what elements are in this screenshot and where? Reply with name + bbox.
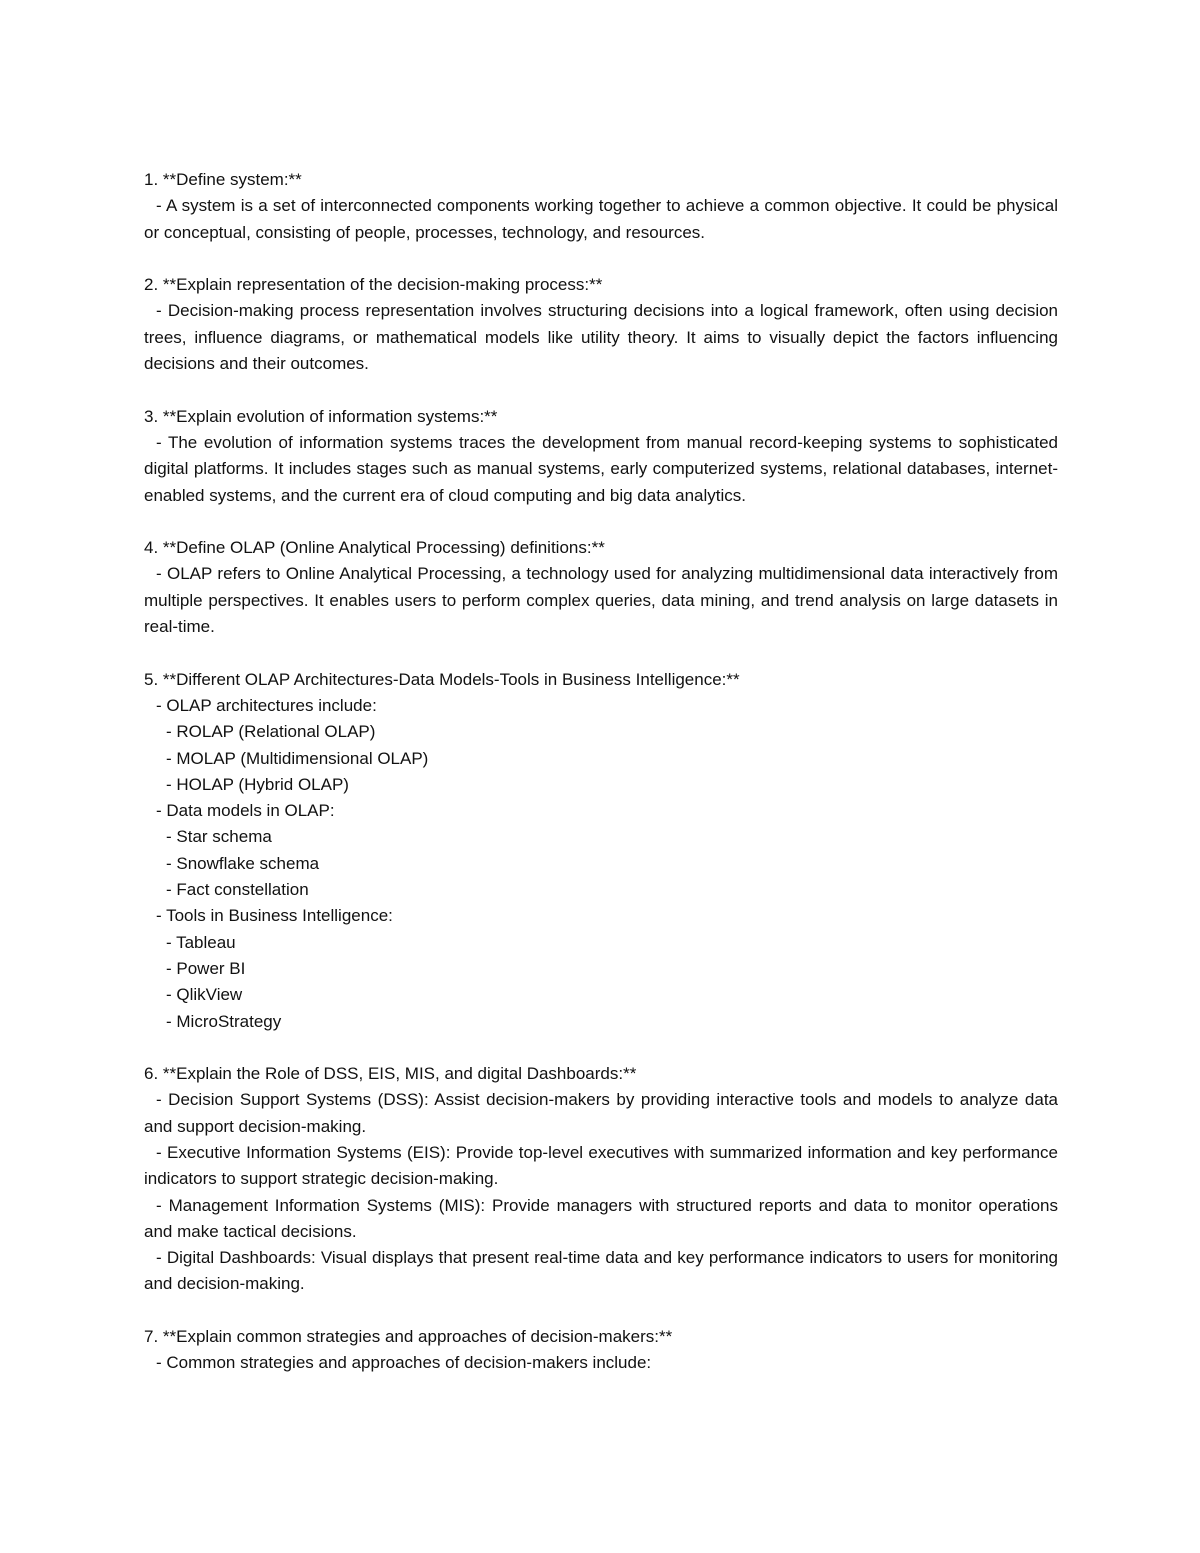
answer-paragraph: - The evolution of information systems traces the development from manual record-keeping systems to sophisticated digital platforms. It includes stages such as manual systems, early computerized systems, relational databases, internet-enabled systems, and the current era of cloud computing and big data analytics. [144,432,1058,505]
list-heading: - Tools in Business Intelligence: [156,906,393,926]
section-2 [144,272,1058,377]
section-5 [144,667,1058,1035]
list-item: - Power BI [166,958,246,978]
list-item: - MOLAP (Multidimensional OLAP) [166,748,429,768]
answer-paragraph: - A system is a set of interconnected components working together to achieve a common objective. It could be physical or conceptual, consisting of people, processes, technology, and resources. [144,196,1058,242]
question-heading: 7. **Explain common strategies and approaches of decision-makers:** [144,1327,673,1347]
document-body [144,167,1058,1403]
list-heading: - OLAP architectures include: [156,695,377,715]
answer-paragraph: - Digital Dashboards: Visual displays that present real-time data and key performance indicators to users for monitoring and decision-making. [144,1248,1058,1294]
answer-paragraph: - Executive Information Systems (EIS): Provide top-level executives with summarized information and key performance indicators to support strategic decision-making. [144,1142,1058,1189]
answer-paragraph: - Decision Support Systems (DSS): Assist decision-makers by providing interactive tools and models to analyze data and support decision-making. [144,1090,1058,1136]
answer-paragraph: - Decision-making process representation involves structuring decisions into a logical framework, often using decision trees, influence diagrams, or mathematical models like utility theory. It aims to visually depict the factors influencing decisions and their outcomes. [144,301,1058,374]
question-heading: 3. **Explain evolution of information systems:** [144,406,498,426]
section-6 [144,1061,1058,1298]
list-item: - Snowflake schema [166,853,320,873]
question-heading: 2. **Explain representation of the decision-making process:** [144,275,603,295]
list-item: - QlikView [166,985,243,1005]
question-heading: 5. **Different OLAP Architectures-Data Models-Tools in Business Intelligence:** [144,669,740,689]
section-7 [144,1324,1058,1377]
question-heading: 6. **Explain the Role of DSS, EIS, MIS, and digital Dashboards:** [144,1064,637,1084]
section-4 [144,535,1058,640]
list-item: - Star schema [166,827,272,847]
answer-paragraph: - Common strategies and approaches of decision-makers include: [156,1353,652,1373]
question-heading: 1. **Define system:** [144,170,302,189]
list-item: - HOLAP (Hybrid OLAP) [166,774,349,794]
section-3 [144,404,1058,509]
list-item: - Tableau [166,932,236,952]
question-heading: 4. **Define OLAP (Online Analytical Processing) definitions:** [144,538,605,558]
answer-paragraph: - OLAP refers to Online Analytical Processing, a technology used for analyzing multidimensional data interactively from multiple perspectives. It enables users to perform complex queries, data mining, and trend analysis on large datasets in real-time. [144,564,1058,637]
list-item: - Fact constellation [166,880,309,900]
section-1 [144,167,1058,246]
list-heading: - Data models in OLAP: [156,801,335,821]
answer-paragraph: - Management Information Systems (MIS): Provide managers with structured reports and data to monitor operations and make tactical decisions. [144,1195,1058,1241]
list-item: - ROLAP (Relational OLAP) [166,722,376,742]
list-item: - MicroStrategy [166,1011,282,1031]
